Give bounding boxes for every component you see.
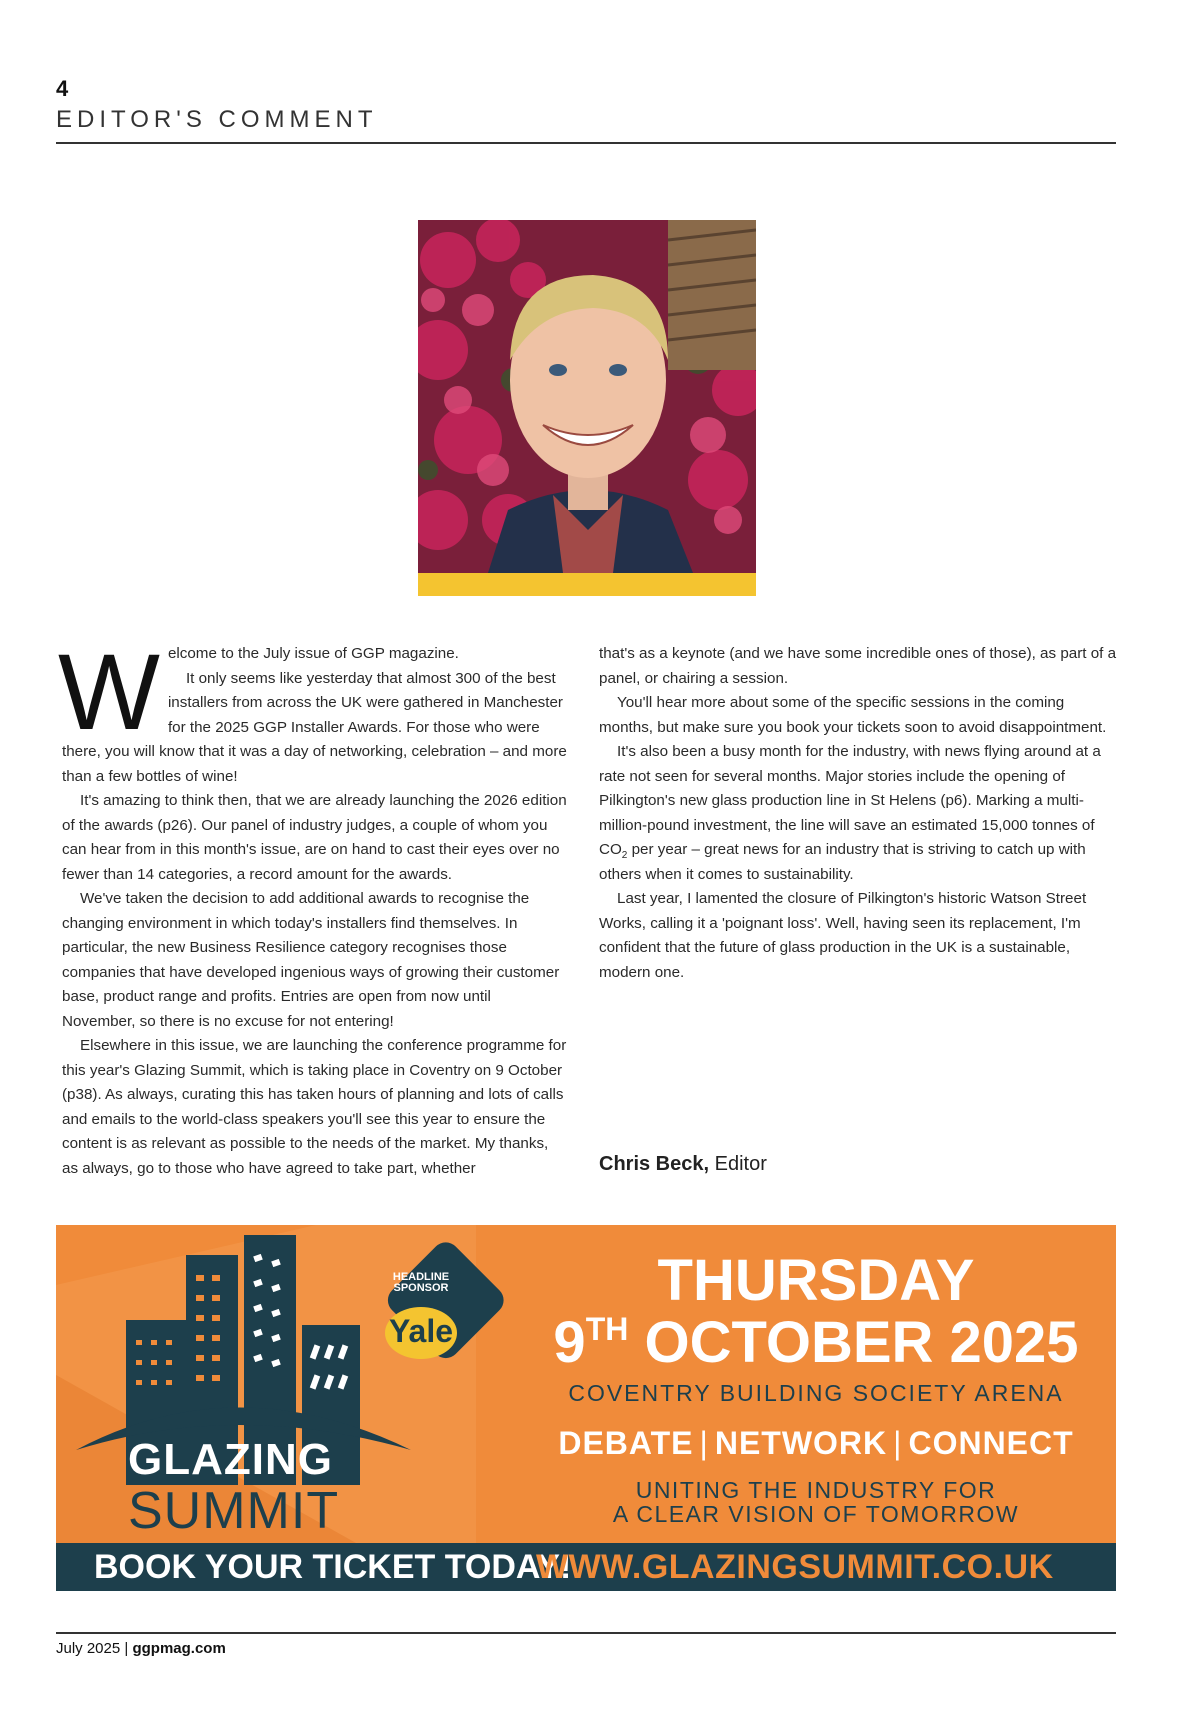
section-title: EDITOR'S COMMENT [56,106,378,133]
editor-photo [418,220,756,573]
event-date-number: 9 [553,1310,586,1375]
portrait-accent-bar [418,573,756,596]
event-day: THURSDAY [657,1248,975,1313]
article-paragraph-4: Elsewhere in this issue, we are launching the conference programme for this year's Glazing Summit, which is taking place in Coventry on 9 October (p38). As always, curating this has taken hours of planning and lots of calls and emails to the world-class speakers you'll see this year to ensure the content is as relevant as possible to the needs of the market. My thanks, as always, go to those who have agreed to take part, whether [62,1037,567,1177]
sponsor-name: Yale [388,1313,454,1349]
signature-role: Editor [709,1153,767,1175]
article-paragraph-6 [599,740,1119,887]
intro-lead: elcome to the July issue of GGP magazine. [167,645,459,662]
event-date-month-year: OCTOBER 2025 [628,1310,1079,1375]
article-paragraph-3: We've taken the decision to add additional awards to recognise the changing environment in which today's installers find themselves. In particular, the new Business Resilience category recognises those companies that have developed ingenious ways of growing their customer base, product range and profits. Entries are open from now until November, so there is no excuse for not entering! [62,890,560,1030]
theme-connect: CONNECT [908,1425,1074,1461]
footer-issue: July 2025 [56,1640,121,1657]
page-number: 4 [56,76,69,101]
event-themes: DEBATE | NETWORK | CONNECT [558,1425,1074,1461]
book-ticket-text[interactable]: BOOK YOUR TICKET TODAY! [94,1548,572,1586]
dropcap: W [58,631,160,752]
article-paragraph-2: It's amazing to think then, that we are already launching the 2026 edition of the awards (p26). Our panel of industry judges, a couple of whom you can hear from in this month's issue, are on hand to cast their eyes over no fewer than 14 categories, a record amount for the awards. [62,792,567,883]
page-footer: July 2025 | ggpmag.com [56,1640,226,1657]
sponsor-label-sponsor: SPONSOR [393,1282,449,1294]
article-intro [58,631,568,789]
article-paragraph-1: It only seems like yesterday that almost 300 of the best installers from across the UK were gathered in Manchester for the 2025 GGP Installer Awards. For those who were there, you will know that it was a day of networking, celebration – and more than a few bottles of wine! [62,669,567,785]
event-venue: COVENTRY BUILDING SOCIETY ARENA [568,1380,1064,1406]
glazing-summit-advert[interactable] [56,1225,1116,1591]
theme-network: NETWORK [714,1425,888,1461]
event-tagline-1: UNITING THE INDUSTRY FOR [635,1477,997,1503]
editor-signature [599,1153,767,1176]
co2-subscript: 2 [621,850,628,862]
theme-debate: DEBATE [558,1425,694,1461]
footer-site[interactable]: ggpmag.com [132,1640,226,1657]
article-paragraph-4-continued: that's as a keynote (and we have some incredible ones of those), as part of a panel, or chairing a session. [599,645,1117,687]
article-paragraph-5: You'll hear more about some of the specific sessions in the coming months, but make sure you book your tickets soon to avoid disappointment. [599,694,1107,736]
event-date-suffix: TH [585,1311,629,1347]
paragraph-6-part-a: It's also been a busy month for the industry, with news flying around at a rate not seen for several months. Major stories include the opening of Pilkington's new glass production line in St Helens (p6). Marking a multi-million-pound investment, the line will save an estimated 15,000 tonnes of CO [599,743,1101,858]
glazing-summit-url[interactable]: WWW.GLAZINGSUMMIT.CO.UK [536,1548,1054,1586]
event-date [516,1309,1116,1376]
advert-cta-bar[interactable] [56,1543,1116,1591]
editor-portrait [418,220,756,596]
signature-name: Chris Beck, [599,1153,710,1175]
bottom-rule [56,1632,1116,1634]
top-rule [56,142,1116,144]
article-paragraph-7: Last year, I lamented the closure of Pilkington's historic Watson Street Works, calling it a 'poignant loss'. Well, having seen its replacement, I'm confident that the future of glass production in the UK is a sustainable, modern one. [599,890,1087,981]
logo-glazing: GLAZING [128,1435,333,1484]
sponsor-label-headline: HEADLINE [392,1271,450,1283]
paragraph-6-part-b: per year – great news for an industry that is striving to catch up with others when it comes to sustainability. [599,841,1086,883]
article-column-left [58,631,568,1181]
logo-summit: SUMMIT [128,1482,340,1540]
event-tagline-2: A CLEAR VISION OF TOMORROW [612,1501,1020,1527]
article-column-right [599,642,1119,985]
